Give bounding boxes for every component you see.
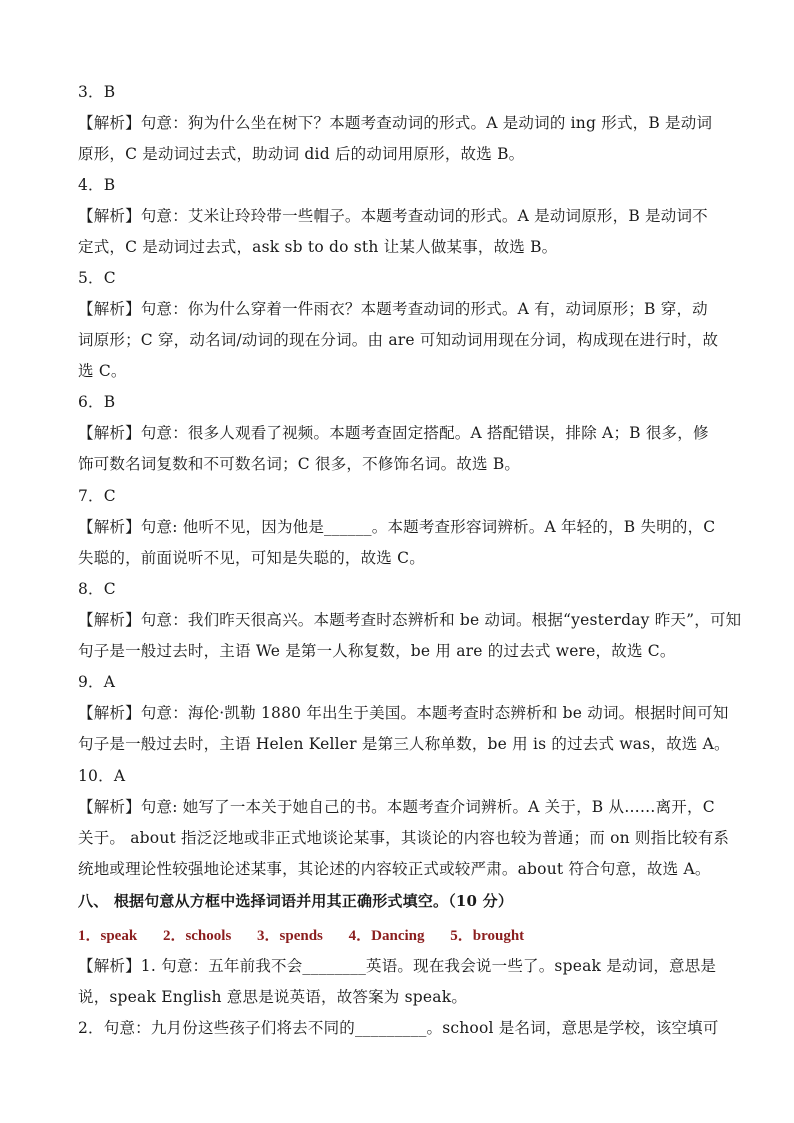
explanation-line: 原形，C 是动词过去式，助动词 did 后的动词用原形，故选 B。 [78,145,525,163]
explanation-line: 【解析】句意：艾米让玲玲带一些帽子。本题考查动词的形式。A 是动词原形，B 是动词不 [78,207,708,225]
answer-number: 3．B [78,83,116,101]
explanation-line: 关于。 about 指泛泛地或非正式地谈论某事，其谈论的内容也较为普通；而 on 则指比较有系 [78,829,730,847]
explanation-line: 说，speak English 意思是说英语，故答案为 speak。 [78,988,468,1006]
explanation-line: 句子是一般过去时，主语 We 是第一人称复数，be 用 are 的过去式 were，故选 C。 [78,642,676,660]
explanation-line: 【解析】句意：狗为什么坐在树下？本题考查动词的形式。A 是动词的 ing 形式，B 是动词 [78,114,713,132]
answer-number: 10．A [78,767,126,785]
answer-number: 6．B [78,393,116,411]
explanation-line: 句子是一般过去时，主语 Helen Keller 是第三人称单数，be 用 is 的过去式 was，故选 A。 [78,735,730,753]
answer-number: 4．B [78,176,116,194]
answer-item: 5．brought [450,928,525,944]
explanation-line: 失聪的，前面说听不见，可知是失聪的，故选 C。 [78,549,425,567]
answer-number: 8．C [78,580,116,598]
answer-item: 2．schools [162,928,232,944]
answer-item: 3．spends [257,928,323,944]
explanation-line: 选 C。 [78,362,127,380]
section-heading: 八、 根据句意从方框中选择词语并用其正确形式填空。（10 分） [78,892,514,910]
explanation-line: 【解析】句意：你为什么穿着一件雨衣？本题考查动词的形式。A 有，动词原形；B 穿，动 [78,300,708,318]
explanation-line: 饰可数名词复数和不可数名词；C 很多，不修饰名词。故选 B。 [78,455,521,473]
answer-list [78,924,546,945]
explanation-line: 【解析】句意: 他听不见，因为他是______。本题考查形容词辨析。A 年轻的，B 失明的，C [78,518,716,536]
explanation-line: 【解析】1. 句意：五年前我不会________英语。现在我会说一些了。speak 是动词，意思是 [78,957,717,975]
explanation-line: 2．句意：九月份这些孩子们将去不同的_________。school 是名词，意思是学校，该空填可 [78,1019,719,1037]
answer-number: 9．A [78,673,116,691]
answer-number: 7．C [78,487,116,505]
explanation-line: 定式，C 是动词过去式，ask sb to do sth 让某人做某事，故选 B。 [78,238,558,256]
explanation-line: 【解析】句意：我们昨天很高兴。本题考查时态辨析和 be 动词。根据“yesterday 昨天”，可知 [78,611,742,629]
explanation-line: 【解析】句意: 她写了一本关于她自己的书。本题考查介词辨析。A 关于，B 从……离开，C [78,798,715,816]
answer-number: 5．C [78,269,116,287]
answer-item: 1．speak [78,928,138,944]
explanation-line: 【解析】句意：很多人观看了视频。本题考查固定搭配。A 搭配错误，排除 A；B 很多，修 [78,424,709,442]
explanation-line: 词原形；C 穿，动名词/动词的现在分词。由 are 可知动词用现在分词，构成现在进行时，故 [78,331,719,349]
explanation-line: 统地或理论性较强地论述某事，其论述的内容较正式或较严肃。about 符合句意，故选 A。 [78,860,711,878]
answer-item: 4．Dancing [348,928,425,944]
explanation-line: 【解析】句意：海伦·凯勒 1880 年出生于美国。本题考查时态辨析和 be 动词。根据时间可知 [78,704,729,722]
